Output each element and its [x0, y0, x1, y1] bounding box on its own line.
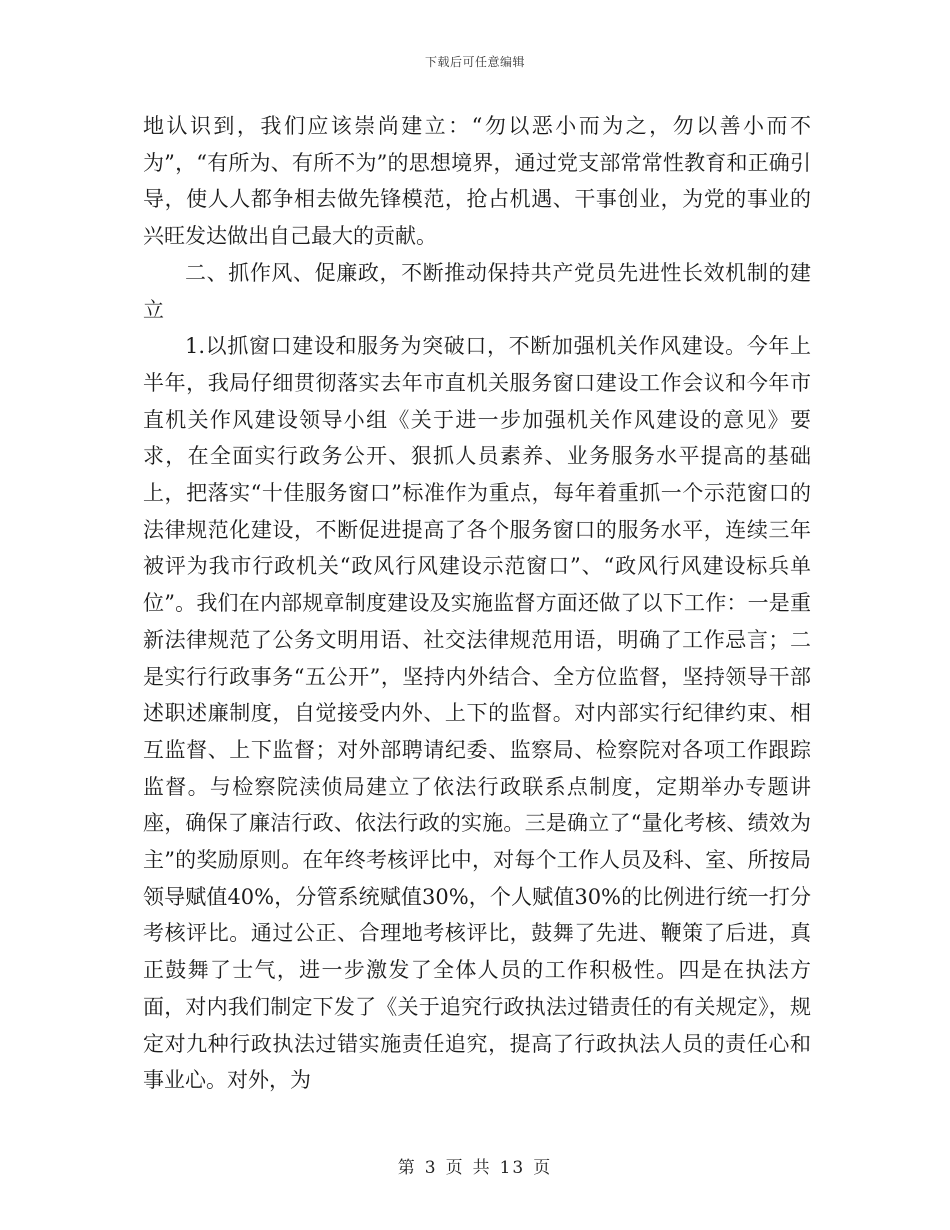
page-number-suffix: 页: [533, 1158, 553, 1178]
page-number-prefix: 第: [397, 1158, 417, 1178]
paragraph-3: 1.以抓窗口建设和服务为突破口，不断加强机关作风建设。今年上半年，我局仔细贯彻落实去年市直机关服务窗口建设工作会议和今年市直机关作风建设领导小组《关于进一步加强机关作风建设的意见》要求，在全面实行政务公开、狠抓人员素养、业务服务水平提高的基础上，把落实“十佳服务窗口”标准作为重点，每年着重抓一个示范窗口的法律规范化建设，不断促进提高了各个服务窗口的服务水平，连续三年被评为我市行政机关“政风行风建设示范窗口”、“政风行风建设标兵单位”。我们在内部规章制度建设及实施监督方面还做了以下工作：一是重新法律规范了公务文明用语、社交法律规范用语，明确了工作忌言；二是实行行政事务“五公开”，坚持内外结合、全方位监督，坚持领导干部述职述廉制度，自觉接受内外、上下的监督。对内部实行纪律约束、相互监督、上下监督；对外部聘请纪委、监察局、检察院对各项工作跟踪监督。与检察院渎侦局建立了依法行政联系点制度，定期举办专题讲座，确保了廉洁行政、依法行政的实施。三是确立了“量化考核、绩效为主”的奖励原则。在年终考核评比中，对每个工作人员及科、室、所按局领导赋值40%，分管系统赋值30%，个人赋值30%的比例进行统一打分考核评比。通过公正、合理地考核评比，鼓舞了先进、鞭策了后进，真正鼓舞了士气，进一步激发了全体人员的工作积极性。四是在执法方面，对内我们制定下发了《关于追究行政执法过错责任的有关规定》，规定对九种行政执法过错实施责任追究，提高了行政执法人员的责任心和事业心。对外，为: [143, 334, 811, 1093]
document-body: [143, 108, 811, 1099]
paragraph-1: 地认识到，我们应该崇尚建立：“勿以恶小而为之，勿以善小而不为”，“有所为、有所不为”的思想境界，通过党支部常常性教育和正确引导，使人人都争相去做先锋模范，抢占机遇、干事创业，为党的事业的兴旺发达做出自己最大的贡献。: [143, 114, 811, 249]
page-header: 下载后可任意编辑: [424, 55, 525, 69]
page-number: [0, 1153, 950, 1178]
page-number-current: 3: [424, 1158, 438, 1178]
page-number-total: 13: [499, 1158, 526, 1178]
paragraph-2-section-heading: 二、抓作风、促廉政，不断推动保持共产党员先进性长效机制的建立: [143, 260, 811, 322]
page-number-total-label: 共: [472, 1158, 492, 1178]
page-number-middle: 页: [445, 1158, 465, 1178]
